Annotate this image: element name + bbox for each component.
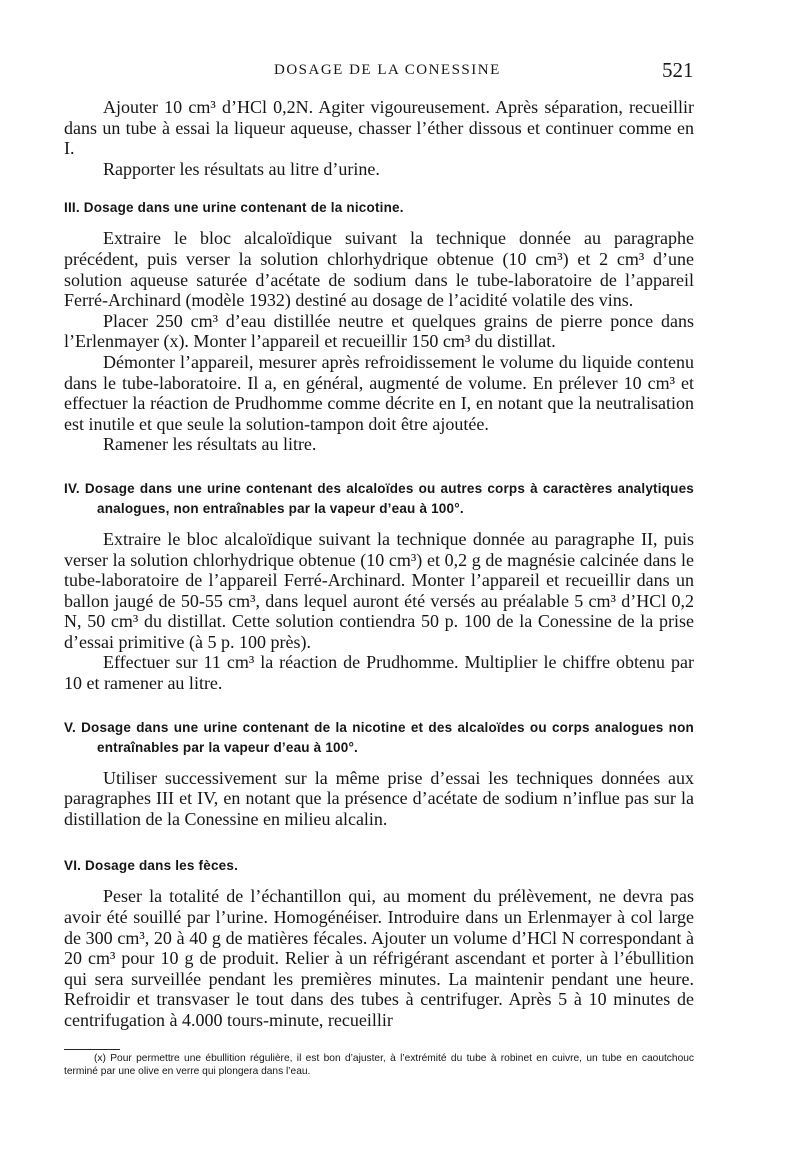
paragraph: Extraire le bloc alcaloïdique suivant la technique donnée au paragraphe précédent, puis verser la solution chlorhydrique obtenue (10 cm³) et 2 cm³ d’une solution aqueuse saturée d’acétate de sodium dans le tube-laboratoire de l’appareil Ferré-Archinard (modèle 1932) destiné au dosage de l’acidité volatile des vins. [64,228,694,311]
section-heading: IV. Dosage dans une urine contenant des alcaloïdes ou autres corps à caractères analytiques analogues, non entraînables par la vapeur d’eau à 100°. [64,480,694,516]
page-body [64,97,694,1031]
paragraph: Ramener les résultats au litre. [103,434,317,455]
paragraph: Peser la totalité de l’échantillon qui, au moment du prélèvement, ne devra pas avoir été souillé par l’urine. Homogénéiser. Introduire dans un Erlenmayer à col large de 300 cm³, 20 à 40 g de matières fécales. Ajouter un volume d’HCl N correspondant à 20 cm³ pour 10 g de produit. Relier à un réfrigérant ascendant et porter à l’ébullition qui sera surveillée pendant les premières minutes. La maintenir pendant une heure. Refroidir et transvaser le tout dans des tubes à centrifuger. Après 5 à 10 minutes de centrifugation à 4.000 tours-minute, recueillir [64,886,694,1030]
section-heading: III. Dosage dans une urine contenant de la nicotine. [64,200,404,216]
footnote: (x) Pour permettre une ébullition régulière, il est bon d’ajuster, à l’extrémité du tube à robinet en cuivre, un tube en caoutchouc terminé par une olive en verre qui plongera dans l’eau. [64,1053,694,1077]
running-head: DOSAGE DE LA CONESSINE [274,62,501,78]
paragraph: Ajouter 10 cm³ d’HCl 0,2N. Agiter vigoureusement. Après séparation, recueillir dans un tube à essai la liqueur aqueuse, chasser l’éther dissous et continuer comme en I. [64,97,694,159]
paragraph: Extraire le bloc alcaloïdique suivant la technique donnée au paragraphe II, puis verser la solution chlorhydrique obtenue (10 cm³) et 0,2 g de magnésie calcinée dans le tube-laboratoire de l’appareil Ferré-Archinard. Monter l’appareil et recueillir dans un ballon jaugé de 50-55 cm³, dans lequel auront été versés au préalable 5 cm³ d’HCl 0,2 N, 50 cm³ du distillat. Cette solution contiendra 50 p. 100 de la Conessine de la prise d’essai primitive (à 5 p. 100 près). [64,528,694,652]
section-heading: VI. Dosage dans les fèces. [64,858,239,874]
paragraph: Effectuer sur 11 cm³ la réaction de Prudhomme. Multiplier le chiffre obtenu par 10 et ramener au litre. [64,652,694,694]
page-number: 521 [662,58,694,82]
paragraph: Placer 250 cm³ d’eau distillée neutre et quelques grains de pierre ponce dans l’Erlenmayer (x). Monter l’appareil et recueillir 150 cm³ du distillat. [64,310,694,352]
footnote-rule [64,1049,120,1050]
paragraph: Rapporter les résultats au litre d’urine. [103,158,380,179]
paragraph: Démonter l’appareil, mesurer après refroidissement le volume du liquide contenu dans le tube-laboratoire. Il a, en général, augmenté de volume. En prélever 10 cm³ et effectuer la réaction de Prudhomme comme décrite en I, en notant que la neutralisation est inutile et que seule la solution-tampon doit être ajoutée. [64,351,694,434]
section-heading: V. Dosage dans une urine contenant de la nicotine et des alcaloïdes ou corps analogues non entraînables par la vapeur d’eau à 100°. [64,719,694,755]
paragraph: Utiliser successivement sur la même prise d’essai les techniques données aux paragraphes III et IV, en notant que la présence d’acétate de sodium n’influe pas sur la distillation de la Conessine en milieu alcalin. [64,767,694,829]
